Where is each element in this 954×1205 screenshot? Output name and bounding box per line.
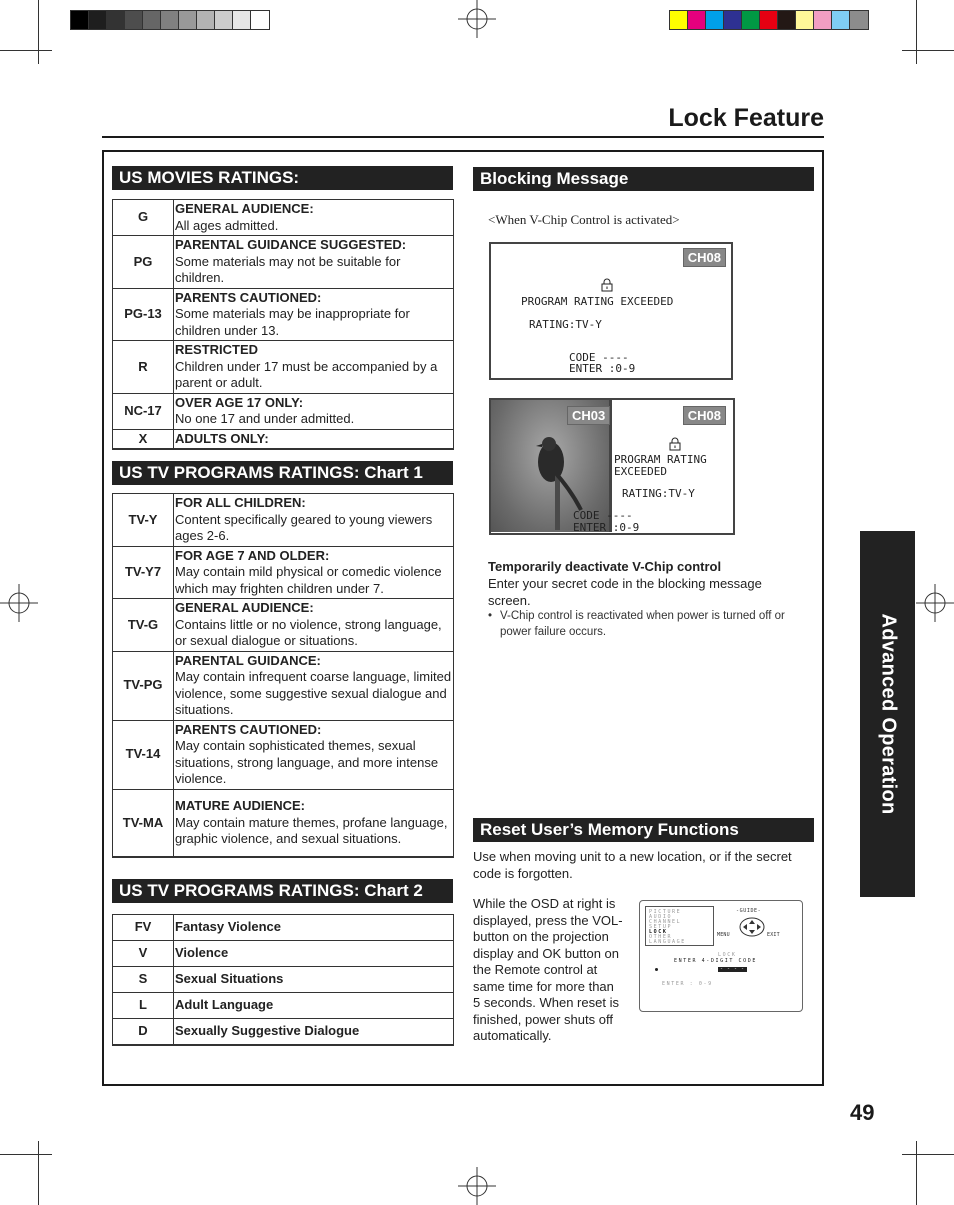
osd-line: CODE ---- (573, 509, 633, 522)
rating-text: May contain sophisticated themes, sexual situations, strong language, and more intense violence. (175, 738, 439, 786)
pip-blocking-screen (489, 398, 735, 535)
content-description: Sexual Situations (174, 967, 454, 993)
rating-description (174, 720, 454, 789)
osd-exit-label: EXIT (767, 932, 780, 938)
rating-text: Some materials may be inappropriate for children under 13. (175, 306, 410, 338)
table-row (113, 967, 454, 993)
color-swatch (814, 11, 832, 29)
color-swatch (796, 11, 814, 29)
process-color-bar (669, 10, 869, 30)
bullet-text: V-Chip control is reactivated when power is turned off or power failure occurs. (500, 610, 785, 638)
content-description: Sexually Suggestive Dialogue (174, 1019, 454, 1045)
osd-lock-label: LOCK (718, 952, 737, 958)
content-code: D (113, 1019, 174, 1045)
bullet-icon: • (488, 610, 493, 622)
table-row (113, 288, 454, 341)
osd-menu-item: AUDIO (649, 914, 673, 920)
color-swatch (832, 11, 850, 29)
color-swatch (233, 11, 251, 29)
rating-title: OVER AGE 17 ONLY: (175, 394, 304, 410)
content-description: Fantasy Violence (174, 915, 454, 941)
movies-ratings-table (112, 199, 454, 450)
rating-description (174, 599, 454, 652)
rating-title: PARENTAL GUIDANCE SUGGESTED: (175, 237, 407, 252)
rating-description (174, 200, 454, 236)
rating-description (174, 429, 454, 449)
rating-code: TV-PG (113, 651, 174, 720)
rating-code: TV-MA (113, 789, 174, 857)
osd-menu-label: MENU (717, 932, 730, 938)
reset-intro: Use when moving unit to a new location, or if the secret code is forgotten. (473, 849, 792, 881)
osd-menu-item: LANGUAGE (649, 939, 686, 945)
color-swatch (89, 11, 107, 29)
section-side-tab (860, 531, 915, 897)
osd-menu-item-selected: LOCK (649, 929, 668, 935)
osd-menu-item: SETUP (649, 924, 673, 930)
blocking-heading: Blocking Message (473, 167, 814, 191)
rating-description (174, 651, 454, 720)
rating-description (174, 546, 454, 599)
osd-menu-item: PICTURE (649, 909, 682, 915)
table-row (113, 341, 454, 394)
registration-mark-icon (916, 584, 954, 622)
registration-mark-icon (458, 0, 496, 38)
remote-dpad-icon (738, 916, 766, 938)
color-swatch (724, 11, 742, 29)
channel-tag-left: CH03 (567, 406, 610, 425)
osd-line: CODE ---- (569, 351, 629, 364)
color-swatch (71, 11, 89, 29)
content-code: FV (113, 915, 174, 941)
osd-code-value: - - - - (720, 966, 745, 972)
osd-menu-item: OTHER (649, 934, 673, 940)
osd-cursor-icon (655, 968, 658, 971)
registration-mark-icon (0, 584, 38, 622)
color-swatch (760, 11, 778, 29)
color-swatch (670, 11, 688, 29)
table-row (113, 429, 454, 449)
page-number: 49 (850, 1100, 875, 1125)
deactivate-title: Temporarily deactivate V-Chip control (488, 559, 722, 574)
table-row (113, 200, 454, 236)
registration-mark-icon (458, 1167, 496, 1205)
crop-mark (0, 50, 52, 51)
rating-description (174, 236, 454, 289)
table-row (113, 393, 454, 429)
color-swatch (251, 11, 269, 29)
crop-mark (0, 1154, 52, 1155)
osd-line: ENTER :0-9 (573, 521, 640, 534)
content-description: Adult Language (174, 993, 454, 1019)
blocking-screen (489, 242, 733, 380)
crop-mark (916, 1141, 917, 1205)
rating-code: X (113, 429, 174, 449)
rating-text: Children under 17 must be accompanied by a parent or adult. (175, 358, 438, 390)
tv-chart1-heading: US TV PROGRAMS RATINGS: Chart 1 (112, 461, 453, 485)
deactivate-text: Enter your secret code in the blocking message screen. (488, 576, 762, 608)
table-row (113, 789, 454, 857)
rating-text: Content specifically geared to young viewers ages 2-6. (175, 511, 433, 543)
rating-title: PARENTS CAUTIONED: (175, 721, 322, 737)
rating-code: PG-13 (113, 288, 174, 341)
color-swatch (778, 11, 796, 29)
color-swatch (706, 11, 724, 29)
rating-title: GENERAL AUDIENCE: (175, 600, 314, 615)
color-swatch (688, 11, 706, 29)
crop-mark (916, 0, 917, 64)
lock-icon (601, 278, 613, 292)
osd-reset-screen (639, 900, 803, 1012)
rating-text: May contain mild physical or comedic violence which may frighten children under 7. (175, 564, 442, 596)
table-row (113, 915, 454, 941)
lock-icon (669, 437, 681, 451)
color-swatch (125, 11, 143, 29)
channel-tag-right: CH08 (683, 406, 726, 425)
content-description: Violence (174, 941, 454, 967)
crop-mark (902, 50, 954, 51)
color-swatch (850, 11, 868, 29)
color-swatch (161, 11, 179, 29)
rating-description (174, 494, 454, 547)
rating-title: PARENTS CAUTIONED: (175, 289, 322, 305)
rating-title: MATURE AUDIENCE: (175, 798, 305, 813)
content-code: L (113, 993, 174, 1019)
osd-menu-list (645, 906, 714, 946)
table-row (113, 599, 454, 652)
table-row (113, 993, 454, 1019)
page-title: Lock Feature (668, 104, 824, 132)
tv-chart1-table (112, 493, 454, 858)
color-swatch (742, 11, 760, 29)
rating-code: R (113, 341, 174, 394)
osd-line: RATING:TV-Y (622, 487, 695, 500)
rating-title: ADULTS ONLY: (175, 430, 269, 446)
osd-enter-range: ENTER : 0-9 (662, 981, 713, 987)
rating-code: G (113, 200, 174, 236)
color-swatch (215, 11, 233, 29)
rating-description (174, 341, 454, 394)
rating-title: FOR AGE 7 AND OLDER: (175, 547, 330, 563)
table-row (113, 720, 454, 789)
rating-text: Some materials may not be suitable for children. (175, 253, 401, 285)
rating-code: TV-Y7 (113, 546, 174, 599)
rating-text: May contain infrequent coarse language, limited violence, some suggestive sexual dialogue and situations. (175, 669, 452, 717)
title-rule (102, 136, 824, 138)
rating-description (174, 393, 454, 429)
table-row (113, 941, 454, 967)
reset-heading: Reset User’s Memory Functions (473, 818, 814, 842)
rating-text: No one 17 and under admitted. (175, 411, 355, 426)
rating-title: FOR ALL CHILDREN: (175, 495, 306, 510)
table-row (113, 651, 454, 720)
crop-mark (902, 1154, 954, 1155)
rating-code: PG (113, 236, 174, 289)
rating-code: TV-14 (113, 720, 174, 789)
rating-code: NC-17 (113, 393, 174, 429)
gray-color-bar (70, 10, 270, 30)
tv-chart2-table (112, 914, 454, 1046)
reset-body: While the OSD at right is displayed, press the VOL- button on the projection display and OK button on the Remote control at same time for more than 5 seconds. When reset is finished, power shuts off automatically. (473, 896, 623, 1043)
color-swatch (143, 11, 161, 29)
osd-line: RATING:TV-Y (529, 318, 602, 331)
table-row (113, 1019, 454, 1045)
rating-code: TV-Y (113, 494, 174, 547)
osd-line: ENTER :0-9 (569, 362, 636, 375)
osd-guide-label: -GUIDE- (736, 908, 762, 914)
color-swatch (179, 11, 197, 29)
tv-chart2-heading: US TV PROGRAMS RATINGS: Chart 2 (112, 879, 453, 903)
crop-mark (38, 0, 39, 64)
osd-enter-code: ENTER 4-DIGIT CODE (674, 958, 757, 964)
vchip-note: <When V-Chip Control is activated> (488, 212, 680, 227)
content-code: S (113, 967, 174, 993)
table-row (113, 236, 454, 289)
content-code: V (113, 941, 174, 967)
movies-heading: US MOVIES RATINGS: (112, 166, 453, 190)
osd-menu-item: CHANNEL (649, 919, 682, 925)
rating-title: GENERAL AUDIENCE: (175, 201, 314, 216)
table-row (113, 546, 454, 599)
crop-mark (38, 1141, 39, 1205)
osd-line: PROGRAM RATING (614, 453, 707, 466)
osd-line: PROGRAM RATING EXCEEDED (521, 295, 674, 308)
rating-text: All ages admitted. (175, 217, 279, 233)
rating-text: May contain mature themes, profane language, graphic violence, and sexual situations. (175, 814, 448, 846)
color-swatch (197, 11, 215, 29)
channel-tag: CH08 (683, 248, 726, 267)
rating-title: RESTRICTED (175, 342, 259, 357)
color-swatch (107, 11, 125, 29)
rating-code: TV-G (113, 599, 174, 652)
table-row (113, 494, 454, 547)
rating-description (174, 288, 454, 341)
rating-title: PARENTAL GUIDANCE: (175, 652, 321, 668)
osd-line: EXCEEDED (614, 465, 667, 478)
side-tab-label: Advanced Operation (877, 613, 899, 815)
rating-text: Contains little or no violence, strong language, or sexual dialogue or situations. (175, 616, 442, 648)
reactivate-bullet (488, 608, 814, 640)
rating-description (174, 789, 454, 857)
